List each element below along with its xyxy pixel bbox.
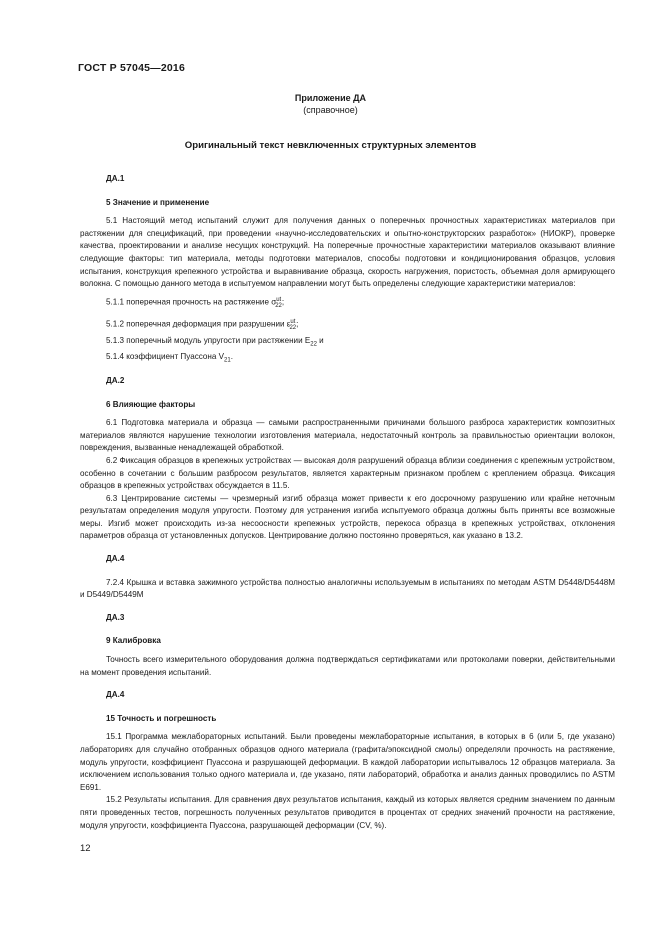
paragraph: 15.2 Результаты испытания. Для сравнения двух результатов испытания, каждый из которых является средним значением по данным пяти проведенных тестов, погрешность полученных результатов приводится в процентах от средних значений прочности на растяжение, модуля упругости, коэффициента Пуассона, разрушающей деформации (CV, %). <box>80 795 615 830</box>
section-id: ДА.4 <box>106 690 125 700</box>
section-heading: 5 Значение и применение <box>106 197 210 207</box>
page-number: 12 <box>80 843 91 854</box>
annex-title: Приложение ДА <box>294 93 367 103</box>
section-heading: 9 Калибровка <box>106 636 161 646</box>
list-item: 5.1.1 поперечная прочность на растяжение $\sigma^{ut}_{22}$; <box>106 296 285 310</box>
paragraph: 15.1 Программа межлабораторных испытаний. Были проведены межлабораторные испытания, в которых в 6 (или 5, где указано) лабораториях для случайно отобранных образцов одного материала (графита/эпоксидной смолы) определяли прочность на растяжение, модуль упругости, коэффициент Пуассона и разрушающей деформации. В каждой лаборатории испытывалось 12 образцов материала. За исключением использования только одного материала и, где указано, пяти лабораторий, обработка и анализ данных проводились по ASTM E691. <box>80 732 615 792</box>
standard-id: ГОСТ Р 57045—2016 <box>78 62 186 74</box>
annex-subtitle: (справочное) <box>303 105 358 115</box>
section-id: ДА.2 <box>106 375 125 385</box>
paragraph: 6.3 Центрирование системы — чрезмерный изгиб образца может привести к его досрочному разрушению или крайне неточным результатам определения модуля упругости. Поэтому для устранения изгиба испытуемого образца должны быть приняты все возможные меры. Изгиб может происходить из-за несоосности крепежных устройств, перекоса образца в крепежных устройствах, отклонения параметров образца от установленных допусков. Центрирование должно постоянно проверяться, как указано в 13.2. <box>80 493 615 541</box>
annex-heading <box>0 92 661 116</box>
document-title: Оригинальный текст невключенных структурных элементов <box>184 140 477 151</box>
paragraph: 6.2 Фиксация образцов в крепежных устройствах — высокая доля разрушений образца вблизи соединения с крепежным устройством, особенно в сочетании с большим разбросом результатов, является характерным признаком проблем с креплением образца. Фиксация образцов в крепежных устройствах обсуждается в 11.5. <box>80 455 615 491</box>
document-body <box>80 173 615 832</box>
section-heading: 6 Влияющие факторы <box>106 399 196 409</box>
list-item: 5.1.2 поперечная деформация при разрушении $\varepsilon^{ut}_{22}$; <box>106 318 299 331</box>
paragraph: 5.1 Настоящий метод испытаний служит для получения данных о поперечных прочностных характеристиках материалов при растяжении для спецификаций, при проведении «научно-исследовательских и опытно-конструкторских разработок» (НИОКР), проверке качества, проектировании и анализе несущих конструкций. На поперечные прочностные характеристики материалов оказывают влияние следующие факторы: тип материала, методы подготовки материалов, способы подготовки и кондиционирования образцов, условия испытания, конструкция крепежного устройства и выравнивание образца, скорость нагружения, пористость, объемная доля армирующего волокна. С помощью данного метода в испытуемом направлении могут быть определены следующие характеристики материалов: <box>80 216 615 289</box>
list-item: 5.1.3 поперечный модуль упругости при растяжении $E_{22}$ и <box>106 335 324 348</box>
paragraph: Точность всего измерительного оборудования должна подтверждаться сертификатами или протоколами поверки, действительными на момент проведения испытаний. <box>80 655 615 677</box>
list-item: 5.1.4 коэффициент Пуассона $V_{21}$. <box>106 351 233 364</box>
paragraph: 6.1 Подготовка материала и образца — самыми распространенными причинами большого разброса характеристик композитных материалов являются нарушение технологии изготовления материала, недостаточный контроль за правильностью ориентации волокон, повреждения, вызванные ненадлежащей обработкой. <box>80 418 615 453</box>
section-id: ДА.1 <box>106 174 125 183</box>
paragraph: 7.2.4 Крышка и вставка зажимного устройства полностью аналогичны используемым в испытаниях по методам ASTM D5448/D5448M и D5449/D5449M <box>80 577 615 600</box>
section-id: ДА.3 <box>106 612 125 622</box>
section-id: ДА.4 <box>106 554 125 564</box>
section-heading: 15 Точность и погрешность <box>106 713 217 723</box>
